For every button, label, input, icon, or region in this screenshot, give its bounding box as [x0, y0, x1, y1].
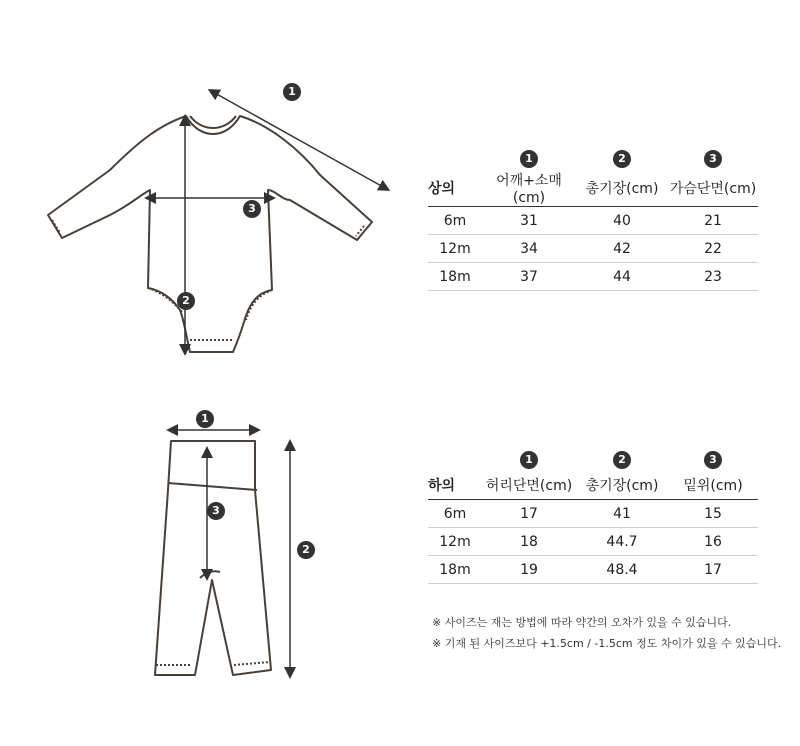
cell-value: 44.7: [576, 528, 668, 556]
category-label: 상의: [428, 170, 482, 207]
column-header: 총기장(cm): [576, 471, 668, 500]
table-row: [428, 500, 758, 528]
category-label: 하의: [428, 471, 482, 500]
size-label: 6m: [428, 500, 482, 528]
cell-value: 41: [576, 500, 668, 528]
column-header: 어깨+소매(cm): [482, 170, 576, 207]
pants-illustration: [155, 441, 271, 675]
table-row: [428, 235, 758, 263]
bottom-marker-3-icon: 3: [207, 502, 225, 520]
col-2-marker-icon: 2: [613, 150, 631, 168]
bottom-marker-2-icon: 2: [297, 541, 315, 559]
cell-value: 15: [668, 500, 758, 528]
top-marker-2-icon: 2: [177, 292, 195, 310]
table-row: [428, 207, 758, 235]
cell-value: 19: [482, 556, 576, 584]
col-3-marker-icon: 3: [704, 451, 722, 469]
size-notes: [432, 612, 781, 654]
table-row: [428, 263, 758, 291]
size-label: 18m: [428, 556, 482, 584]
column-header: 가슴단면(cm): [668, 170, 758, 207]
cell-value: 44: [576, 263, 668, 291]
cell-value: 18: [482, 528, 576, 556]
cell-value: 34: [482, 235, 576, 263]
column-header: 총기장(cm): [576, 170, 668, 207]
col-1-marker-icon: 1: [520, 451, 538, 469]
table-row: [428, 528, 758, 556]
cell-value: 31: [482, 207, 576, 235]
col-3-marker-icon: 3: [704, 150, 722, 168]
size-label: 12m: [428, 528, 482, 556]
note-line: ※ 사이즈는 재는 방법에 따라 약간의 오차가 있을 수 있습니다.: [432, 616, 732, 629]
cell-value: 17: [482, 500, 576, 528]
top-marker-1-icon: 1: [283, 83, 301, 101]
size-label: 12m: [428, 235, 482, 263]
table-row: [428, 556, 758, 584]
bottom-size-table: [428, 449, 758, 584]
cell-value: 17: [668, 556, 758, 584]
col-2-marker-icon: 2: [613, 451, 631, 469]
cell-value: 42: [576, 235, 668, 263]
size-label: 18m: [428, 263, 482, 291]
col-1-marker-icon: 1: [520, 150, 538, 168]
bodysuit-illustration: [48, 116, 372, 352]
cell-value: 37: [482, 263, 576, 291]
top-size-table: [428, 148, 758, 291]
cell-value: 22: [668, 235, 758, 263]
bottom-marker-1-icon: 1: [196, 410, 214, 428]
cell-value: 23: [668, 263, 758, 291]
shoulder-sleeve-arrow: [213, 92, 385, 188]
column-header: 밑위(cm): [668, 471, 758, 500]
column-header: 허리단면(cm): [482, 471, 576, 500]
size-label: 6m: [428, 207, 482, 235]
cell-value: 40: [576, 207, 668, 235]
note-line: ※ 기재 된 사이즈보다 +1.5cm / -1.5cm 정도 차이가 있을 수 있습니다.: [432, 637, 782, 650]
top-marker-3-icon: 3: [243, 200, 261, 218]
cell-value: 48.4: [576, 556, 668, 584]
cell-value: 21: [668, 207, 758, 235]
cell-value: 16: [668, 528, 758, 556]
